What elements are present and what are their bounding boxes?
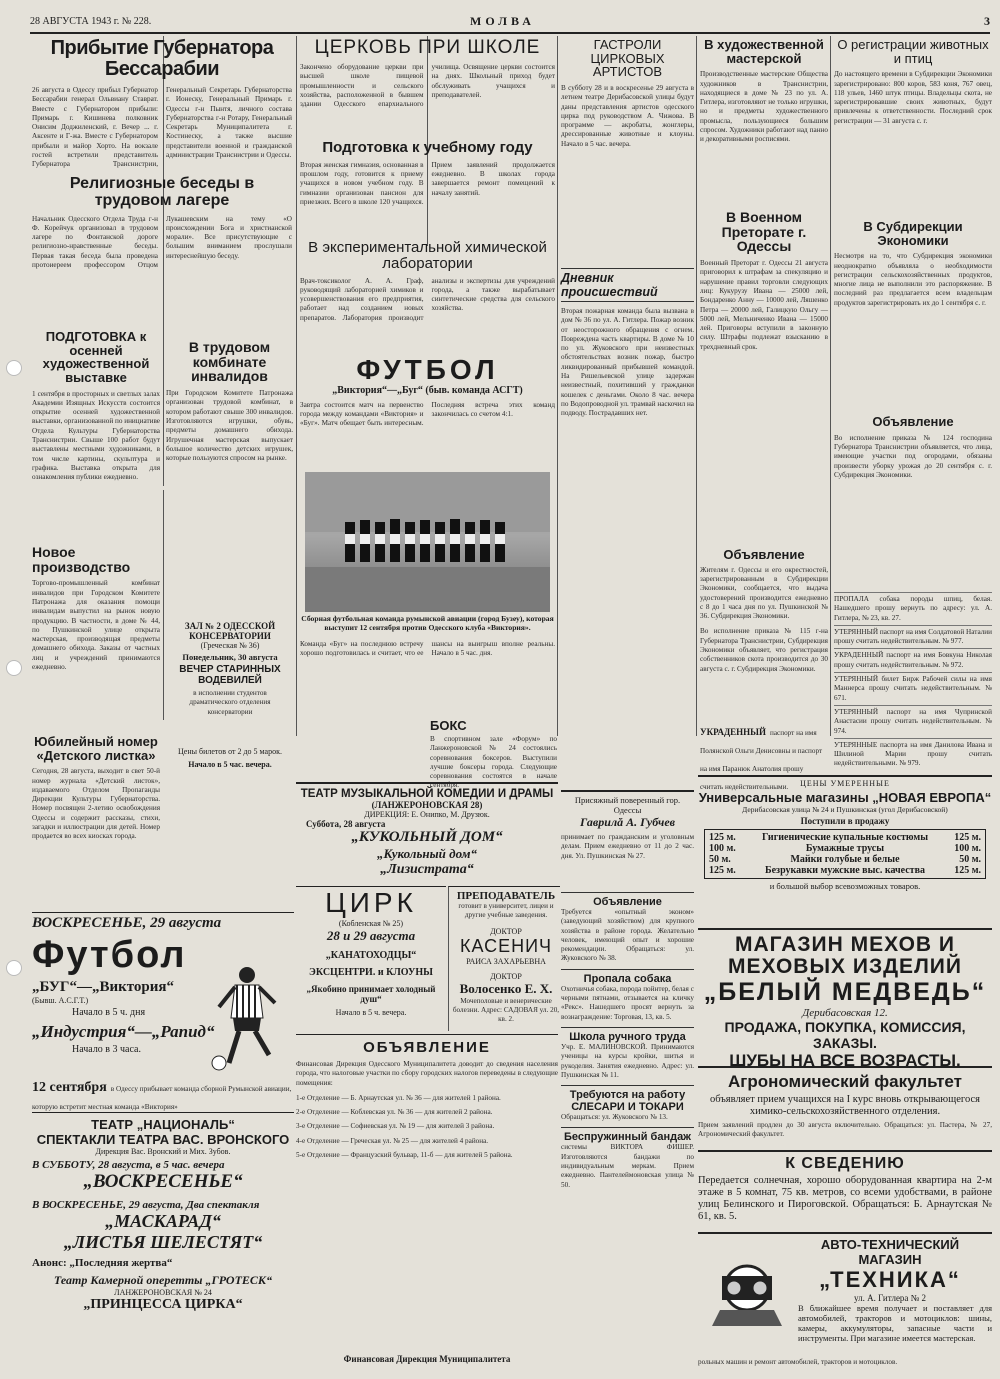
article-military xyxy=(700,210,828,520)
teacher-text: готовит в университет, лицеи и другие учебные заведения. xyxy=(458,902,554,920)
article-art-workshop xyxy=(700,38,828,208)
article-body: Во исполнение приказа № 124 господина Губернатора Транснистрии объявляется, что лица, имеющие участки под огородами, обязаны произвести уборку урожая до 20 сентября с. г. Субдирекция Экономики. xyxy=(834,433,992,479)
ad-address: (ЛАНЖЕРОНОВСКАЯ 28) xyxy=(371,800,483,810)
ad-address: Дерибасовская 12. xyxy=(802,1007,888,1019)
ad-direction: ДИРЕКЦИЯ: Е. Онипко, М. Друзюк. xyxy=(364,810,490,819)
article-title: Объявление xyxy=(723,547,805,562)
team-photo-image xyxy=(305,472,550,612)
article-subtitle: „Виктория“—„Буг“ (быв. команда АСГТ) xyxy=(332,385,523,397)
price-row xyxy=(709,854,981,865)
caption-text: Сборная футбольная команда румынской авиации (город Бузеу), которая выступит 12 сентября против Одесского клуба «Виктория». xyxy=(301,614,554,632)
info-apartment-ad xyxy=(698,1150,992,1232)
announcement-row: 2-е Отделение — Коблевская ул. № 36 — для жителей 2 района. xyxy=(296,1108,493,1117)
article-production xyxy=(32,545,160,723)
announcement-row: 4-е Отделение — Греческая ул. № 25 — для жителей 4 района. xyxy=(296,1136,489,1145)
article-body: Торгово-промышленный комбинат инвалидов при Городском Комитете Патронажа для оказания помощи инвалидам выпустил на рынок новую продукцию. В частности, в доме № 44, по Пушкинской улице открыта мастерская, производящая предметы домашнего обихода. Заказы от частных лиц и учреждений принимаются ежедневно. xyxy=(32,579,160,672)
ad-title: К СВЕДЕНИЮ xyxy=(785,1155,905,1172)
article-title: В Субдирекции Экономики xyxy=(863,219,963,248)
page-number: 3 xyxy=(984,14,990,28)
classified-ad-title: Пропала собака xyxy=(583,972,672,985)
ad-title: ОБЪЯВЛЕНИЕ xyxy=(363,1039,491,1056)
photo-caption xyxy=(300,614,555,638)
article-title: Новое производство xyxy=(32,544,131,575)
ad-title: ЗАЛ № 2 ОДЕССКОЙ КОНСЕРВАТОРИИ xyxy=(184,621,276,641)
article-title: ПОДГОТОВКА к осенней художественной выставке xyxy=(42,329,150,385)
article-body: Сегодня, 28 августа, выходит в свет 50-й номер журнала «Детский листок», издаваемого Отделом Пропаганды Дирекции Культуры Губернаторства. Номер посвящен 2-летию освобождения Одессы и содержит рассказы, стихи, загадки и иллюстрации для детей. Номер продается во всех киосках города. xyxy=(32,767,160,841)
classified-ad-text: Охотничья собака, порода пойнтер, белая с черными пятнами, отзывается на кличку «Рекс». Нашедшего просят вернуть за вознаграждение: Торговая, 13, кв. 5. xyxy=(561,984,694,1021)
article-body: Производственные мастерские Общества художников в Транснистрии, находящиеся в доме № 23 по ул. А. Гитлера, изготовляют не только игрушки, но и предметы художественного промысла, пользующиеся большим спросом. Художники работают над панно и декоративными росписями. xyxy=(700,70,828,144)
notice-title: УКРАДЕННЫЙ xyxy=(700,727,767,737)
article-body: Закончено оборудование церкви при высшей школе пищевой промышленности и сельского хозяйства, расположенной в бывшем здании Одесского епархиального училища. Освящение церкви состоится на днях. Школьный приход будет обслуживать учащихся и преподавателей. xyxy=(300,62,555,109)
lost-item: УКРАДЕННЫЙ паспорт на имя Бовкуна Николая прошу считать недействительным. № 972. xyxy=(834,648,992,672)
ad-title: АВТО-ТЕХНИЧЕСКИЙ МАГАЗИН xyxy=(820,1237,960,1267)
match-1-sub: (Бывш. А.С.Г.Т.) xyxy=(32,996,89,1005)
column-rule xyxy=(557,36,558,736)
doctor2-name: Волосенко Е. Х. xyxy=(459,980,553,996)
price-row-price2: 125 м. xyxy=(954,865,981,876)
price-row-price: 125 м. xyxy=(709,832,736,843)
article-announcement xyxy=(834,415,992,590)
article-governor-arrival xyxy=(32,37,292,169)
classified-ad xyxy=(561,892,694,969)
article-body: Врач-токсиколог А. А. Граф, руководящий лабораторией химиков и усовершенствования его предприятия, работает над созданием новых препаратов. Лаборатория производит анализы и экспертизы для учреждений города, а также вырабатывает синтетические средства для сельского хозяйства. xyxy=(300,276,555,322)
ad-title: Футбол xyxy=(32,934,187,976)
football-player-illustration xyxy=(207,963,287,1073)
teacher-doctor-ad xyxy=(448,886,560,1031)
ad-title: ТЕАТР „НАЦИОНАЛЬ“ xyxy=(91,1117,235,1132)
price-row-item: Безрукавки мужские выс. качества xyxy=(765,865,925,876)
article-body: В спортивном зале «Форум» по Ланжероновской № 24 состоялись соревнования боксеров. Выступили лучшие боксеры города. Следующие соревнования состоятся в начале сентября. xyxy=(430,735,557,790)
price-row-item: Гигиенические купальные костюмы xyxy=(761,832,929,843)
ad-address: (Кобленская № 25) xyxy=(338,919,404,928)
ad-text-2: ШУБЫ НА ВСЕ ВОЗРАСТЫ. xyxy=(729,1051,961,1070)
article-animal-registration xyxy=(834,38,992,208)
ad-note: и большой выбор всевозможных товаров. xyxy=(769,881,921,891)
article-body: При Городском Комитете Патронажа организован трудовой комбинат, в котором работают свыше 300 инвалидов. Изготовляются игрушки, обувь, предметы домашнего обихода. Игрушечная мастерская выпускает большое количество детских игрушек, которые пользуются спросом на рынке. xyxy=(166,389,293,463)
ad-start: Начало в 5 час. вечера. xyxy=(188,759,272,769)
article-title: ГАСТРОЛИ ЦИРКОВЫХ АРТИСТОВ xyxy=(590,37,665,80)
classified-ad xyxy=(561,969,694,1027)
play-3: „ЛИСТЬЯ ШЕЛЕСТЯТ“ xyxy=(63,1232,263,1252)
ad-event: ВЕЧЕР СТАРИННЫХ ВОДЕВИЛЕЙ xyxy=(179,664,281,686)
page-header xyxy=(30,12,990,34)
column-rule xyxy=(163,490,164,720)
article-body: Вторая женская гимназия, основанная в прошлом году, готовится к приему учащихся в новом учебном году. В гимназии организован пансион для приезжих. Всего в школе 120 учащихся. Прием заявлений продолжается ежедневно. В школах города завершается ремонт помещений к началу занятий. xyxy=(300,160,555,206)
classified-ad-title: Беспружинный бандаж xyxy=(564,1131,691,1144)
article-notice xyxy=(700,548,828,738)
act-2: ЭКСЦЕНТРИ. и КЛОУНЫ xyxy=(309,967,433,978)
article-title: ЦЕРКОВЬ ПРИ ШКОЛЕ xyxy=(314,37,541,58)
store-name: „ТЕХНИКА“ xyxy=(819,1267,961,1292)
note-date: 12 сентября xyxy=(32,1080,107,1095)
lost-item: УТЕРЯННЫЙ паспорт на имя Чупринской Анастасии прошу считать недействительным. № 974. xyxy=(834,705,992,738)
classified-ad-title: Требуются на работу СЛЕСАРИ И ТОКАРИ xyxy=(569,1089,686,1114)
theater-national-ad xyxy=(32,1112,294,1368)
article-title: Дневник происшествий xyxy=(561,268,694,302)
article-body: Несмотря на то, что Субдирекция экономики неоднократно объявляла о необходимости регистрации сельскохозяйственных продуктов, многие лица не выполнили это распоряжение. В последний раз предлагается всем владельцам продуктов зарегистрировать их до 1 сентября с. г. xyxy=(834,252,992,307)
classified-ad xyxy=(561,1085,694,1127)
ad-title: ЦИРК xyxy=(325,887,417,918)
announcement-row: 5-е Отделение — Французский бульвар, 11-б — для жителей 5 района. xyxy=(296,1151,513,1160)
ad-date: Понедельник, 30 августа xyxy=(182,652,278,662)
team-photo xyxy=(305,472,550,612)
article-title: Объявление xyxy=(872,414,954,429)
play-1: „КУКОЛЬНЫЙ ДОМ“ xyxy=(351,829,503,845)
price-row-price: 125 м. xyxy=(709,865,736,876)
article-title: В художественной мастерской xyxy=(704,37,824,66)
match-2: „Индустрия“—„Рапид“ xyxy=(32,1022,215,1041)
article-body: До настоящего времени в Субдирекции Экономики зарегистрировано: 800 коров, 583 коня, 767 овец, 118 ульев, 1460 штук птицы. Владельцы скота, не зарегистрировавшие своих животных, будут привлечены к ответственности. Последний срок регистрации — 31 августа с. г. xyxy=(834,70,992,125)
punch-hole xyxy=(6,960,22,976)
article-exhibition xyxy=(32,330,160,535)
ad-text: Передается солнечная, хорошо оборудованная квартира на 2-м этаже в 5 комнат, 75 кв. метров, со всеми удобствами, в районе улиц Белинского и Пироговской. Обращаться: Б. Арнаутская № 61, кв. 5. xyxy=(698,1175,992,1222)
play-2: „Кукольный дом“ xyxy=(377,846,477,861)
article-body: Завтра состоится матч на первенство города между командами «Виктория» и «Буг». Матч обещает быть интересным. Последняя встреча этих команд закончилась со счетом 4:1. xyxy=(300,400,555,428)
lost-item: УТЕРЯННЫЙ билет Бирж Рабочей силы на имя Маннерса прошу считать недействительным. № 671. xyxy=(834,672,992,705)
ad-subtitle: Поступили в продажу xyxy=(800,816,890,826)
classified-ad xyxy=(561,1127,694,1194)
classified-ad-text: Учр. Е. МАЛИНОВСКОЙ. Принимаются ученицы на курсы кройки, шитья и рукоделия. Занятия ежедневно. Адрес: ул. Пушкинская № 11. xyxy=(561,1042,694,1079)
doctor-label: ДОКТОР xyxy=(490,926,522,936)
article-football xyxy=(300,355,555,470)
article-title: ФУТБОЛ xyxy=(356,354,499,385)
auto-technical-store-ad xyxy=(698,1232,992,1369)
column-rule xyxy=(296,36,297,736)
article-body: Команда «Буг» на последнюю встречу хорошо подготовилась и считает, что ее шансы на выигрыш вполне реальны. Начало в 5 час. дня. xyxy=(300,640,555,658)
article-lab xyxy=(300,240,555,345)
ad-text: ПРОДАЖА, ПОКУПКА, КОМИССИЯ, ЗАКАЗЫ. xyxy=(724,1019,966,1051)
article-body: 1 сентября в просторных и светлых залах Академии Изящных Искусств состоится открытие осенней художественной выставки, организованной по инициативе Отдела Культуры Губернаторства Транснистрии. Свыше 100 работ будут выставлены местными художниками, в том числе картины, скульптура и графика. Выставка открыта для ознакомления публики ежедневно. xyxy=(32,389,160,482)
operetta-title: Театр Камерной оперетты „ГРОТЕСК“ xyxy=(53,1273,273,1287)
doctor-name: КАСЕНИЧ xyxy=(459,935,553,956)
article-body: В субботу 28 и в воскресенье 29 августа в летнем театре Дерибасовской улицы будут даны представления артистов одесского цирка под руководством А. Чижова. В программе — акробаты, жонглеры, дрессированные животные и клоуны. Начало в 5 час. вечера. xyxy=(561,83,694,148)
ad-footer: рольных машин и ремонт автомобилей, тракторов и мотоциклов. xyxy=(698,1357,898,1366)
ad-title: Присяжный поверенный гор. Одессы xyxy=(574,795,681,815)
article-school xyxy=(300,140,555,240)
price-list xyxy=(704,829,986,879)
classified-ad-text: системы ВИКТОРА ФИШЕР. Изготовляются бандажи по индивидуальным меркам. Прием ежедневно. Пантелеймоновская улица № 50. xyxy=(561,1143,694,1189)
price-row-item: Бумажные трусы xyxy=(805,843,885,854)
match-2-time: Начало в 3 часа. xyxy=(72,1044,141,1055)
play-2: „МАСКАРАД“ xyxy=(105,1211,221,1231)
article-body-2: Во исполнение приказа № 115 г-на Губернатора Транснистрии, Субдирекция Экономики объявляет, что регистрация собственников скота производится до 30 августа с. г. Субдирекция Экономики. xyxy=(700,627,828,673)
ad-address: ул. А. Гитлера № 2 xyxy=(853,1293,927,1303)
article-body: Начальник Одесского Отдела Труда г-н Ф. Корейчук организовал в трудовом лагере по Фонтанской дороге религиозно-нравственные беседы. Первая такая беседа была проведена протоиереем профессором Отцом Лукашевским на тему «О происхождении Бога и христианской морали». Все присутствующие с большим вниманием прослушали интереснейшую беседу. xyxy=(32,214,292,270)
article-religion xyxy=(32,176,292,328)
doctor-fullname: РАИСА ЗАХАРЬЕВНА xyxy=(466,956,546,966)
price-row-price2: 100 м. xyxy=(954,843,981,854)
article-incident-diary xyxy=(561,268,694,718)
ad-subtitle: СПЕКТАКЛИ ТЕАТРА ВАС. ВРОНСКОГО xyxy=(36,1132,290,1147)
ad-address: (Греческая № 36) xyxy=(200,641,260,650)
punch-hole xyxy=(6,360,22,376)
ad-address: Дерибасовская улица № 24 и Пушкинская (угол Дерибасовской) xyxy=(742,805,948,814)
ad-announce: Анонс: „Последняя жертва“ xyxy=(32,1257,173,1269)
ad-start: Начало в 5 ч. вечера. xyxy=(335,1008,407,1017)
article-jubilee xyxy=(32,735,160,910)
article-title: Подготовка к учебному году xyxy=(322,139,533,156)
classified-ad-text: Обращаться: ул. Жуковского № 13. xyxy=(561,1113,668,1122)
ad-sunday: В ВОСКРЕСЕНЬЕ, 29 августа, Два спектакля xyxy=(32,1199,260,1211)
column-rule xyxy=(696,36,697,736)
lost-item: ПРОПАЛА собака породы шпиц, белая. Нашедшего прошу вернуть по адресу: ул. А. Гитлера, № 23, кв. 27. xyxy=(834,592,992,625)
article-church xyxy=(300,38,555,138)
article-title: О регистрации животных и птиц xyxy=(837,37,989,66)
note-text: в Одессу прибывает команда сборной Румынской авиации, которую встретит местная команда «Виктория» xyxy=(32,1085,292,1111)
price-row xyxy=(709,843,981,854)
article-title: В Военном Преторате г. Одессы xyxy=(721,209,807,255)
ad-text: объявляет прием учащихся на I курс вновь открывающегося химико-сельскохозяйственного отделения. xyxy=(710,1094,980,1117)
act-3: „Якобино принимает холодный душ“ xyxy=(306,984,436,1004)
article-circus-tour xyxy=(561,38,694,253)
act-1: „КАНАТОХОДЦЫ“ xyxy=(325,950,417,961)
announcement-row: 1-е Отделение — Б. Арнаутская ул. № 36 — для жителей 1 района. xyxy=(296,1093,501,1102)
ad-dates: 28 и 29 августа xyxy=(326,928,416,943)
announcement-rows xyxy=(296,1094,558,1160)
play-1: „ВОСКРЕСЕНЬЕ“ xyxy=(83,1171,243,1192)
punch-hole xyxy=(6,660,22,676)
lost-items-list xyxy=(834,592,992,774)
ad-date: Суббота, 28 августа xyxy=(306,819,386,829)
lost-item: УТЕРЯННЫЙ паспорт на имя Солдатовой Наталии прошу считать недействительным. № 977. xyxy=(834,625,992,649)
ad-title: ТЕАТР МУЗЫКАЛЬНОЙ КОМЕДИИ И ДРАМЫ xyxy=(300,788,554,800)
classified-ads xyxy=(561,892,694,1367)
match-1: „БУГ“—„Виктория“ xyxy=(32,979,175,995)
price-row-price2: 125 м. xyxy=(954,832,981,843)
issue-date: 28 АВГУСТА 1943 г. № 228. xyxy=(30,16,152,27)
lawyer-ad xyxy=(561,790,694,890)
ad-detail: Прием заявлений продлен до 30 августа включительно. Обращаться: ул. Пастера, № 27, Агрономический факультет. xyxy=(698,1121,992,1139)
price-row xyxy=(709,865,981,876)
ad-title: МАГАЗИН МЕХОВ И МЕХОВЫХ ИЗДЕЛИЙ xyxy=(727,933,962,978)
finance-announcement xyxy=(296,1034,558,1368)
ad-direction: Дирекция Вас. Вронский и Мих. Зубов. xyxy=(95,1147,231,1156)
article-boxing xyxy=(430,718,557,790)
announcement-row: 3-е Отделение — Софиевская ул. № 19 — для жителей 3 района. xyxy=(296,1122,495,1131)
agronomy-faculty-ad xyxy=(698,1066,992,1150)
ad-note xyxy=(32,1078,292,1114)
store-new-europe-ad xyxy=(698,775,992,927)
lost-item: УТЕРЯННЫЕ паспорта на имя Данилова Ивана и Шилиной Марии прошу считать недействительными. № 979. xyxy=(834,738,992,771)
doctor2-label: ДОКТОР xyxy=(490,971,522,981)
classified-ad-title: Объявление xyxy=(593,896,662,908)
doctor2-text: Мочеполовые и венерические болезни. Адрес: САДОВАЯ ул. 20, кв. 2. xyxy=(452,996,560,1024)
conservatory-ad xyxy=(166,617,294,782)
play-3: „Лизистрата“ xyxy=(380,862,474,877)
auto-ad-illustration xyxy=(702,1248,792,1338)
musical-comedy-ad xyxy=(296,782,558,884)
operetta-address: ЛАНЖЕРОНОВСКАЯ № 24 xyxy=(114,1288,212,1297)
ad-name: Гаврилă А. Губчев xyxy=(579,815,676,829)
paper-name: МОЛВА xyxy=(470,14,535,28)
photo-article xyxy=(300,640,555,720)
ad-date: ВОСКРЕСЕНЬЕ, 29 августа xyxy=(32,915,222,931)
ad-title: Агрономический факультет xyxy=(728,1072,962,1091)
ad-title: Универсальные магазины „НОВАЯ ЕВРОПА“ xyxy=(698,790,992,805)
article-title: В экспериментальной химической лаборатории xyxy=(308,239,547,272)
price-row-item: Майки голубые и белые xyxy=(790,854,900,865)
article-title: Юбилейный номер «Детского листка» xyxy=(34,734,158,763)
ad-text: Финансовая Дирекция Одесского Муниципалитета доводит до сведения населения города, что налоговые участки по сбору городских налогов переведены в следующие помещения: xyxy=(296,1060,558,1087)
price-row-price2: 50 м. xyxy=(959,854,981,865)
store-name: „БЕЛЫЙ МЕДВЕДЬ“ xyxy=(703,978,987,1006)
article-workshop xyxy=(166,340,293,510)
article-body: Вторая пожарная команда была вызвана в дом № 36 по ул. А. Гитлера. Пожар возник от неосторожного обращения с огнем. Повреждена часть квартиры. В доме № 10 по ул. Жуковского при неизвестных обстоятельствах возник пожар, быстро ликвидированный прибывшей командой. На Ришельевской улице задержан неизвестный, похитивший у гражданки кошелек с деньгами. Около 8 час. вечера по Водопроводной ул. трамвай наскочил на подводу. Пострадавших нет. xyxy=(561,307,694,418)
article-title: БОКС xyxy=(430,718,467,733)
article-body: 26 августа в Одессу прибыл Губернатор Бессарабии генерал Ольвиану Ставрат. Вместе с Губернатором прибыли: Примарь г. Кишинева полковник Онисим Доджиленский, г. Вечер ... г. Аксенте и Г-жа. Вместе с Губернатором прибыли и майор Хорто. На вокзале гостей встретили представитель Губернатора Транснистрии, Генеральный Секретарь Губернаторства г. Ионеску, Генеральный Примарь г. Одессы г-н Пынтя, личного состава Губернаторства г-н Ротару, Генеральный Секретарь Муниципалитета г. Костинеску, а также высшие представители военной и гражданской администрации Транснистрии и Одессы. xyxy=(32,86,292,169)
article-economy xyxy=(834,220,992,410)
article-body: Военный Преторат г. Одессы 21 августа приговорил к штрафам за спекуляцию и нарушение правил торговли следующих лиц: Кукурузу Ивана — 25000 лей, Бондаренко Анну — 10000 лей, Ляшенко Петра — 20000 лей, Галицкую Ольгу — 5000 лей, Мельниченко Ивана — 15000 лей. Приговоры вступили в законную силу. Штрафы подлежат взысканию в трехдневный срок. xyxy=(700,259,828,351)
match-1-time: Начало в 5 ч. дня xyxy=(72,1007,146,1018)
article-title: В трудовом комбинате инвалидов xyxy=(188,339,271,385)
stolen-passport-notice xyxy=(700,722,828,791)
classified-ad xyxy=(561,1027,694,1085)
price-row xyxy=(709,832,981,843)
operetta-play: „ПРИНЦЕССА ЦИРКА“ xyxy=(83,1297,243,1312)
price-row-price: 100 м. xyxy=(709,843,736,854)
ad-saturday: В СУББОТУ, 28 августа, в 5 час. вечера xyxy=(32,1159,225,1171)
price-row-price: 50 м. xyxy=(709,854,731,865)
football-ad xyxy=(32,912,294,1111)
article-body: Жителям г. Одессы и его окрестностей, зарегистрированным в Субдирекции Экономики, сообщается, что выдача удостоверений производится ежедневно с 8 до 1 часа дня по ул. Пушкинской № 36. Субдирекция Экономики. xyxy=(700,565,828,621)
article-title: Прибытие Губернатора Бессарабии xyxy=(50,37,274,80)
column-rule xyxy=(830,36,831,736)
circus-ad xyxy=(296,886,446,1032)
ad-text: принимает по гражданским и уголовным делам. Прием ежедневно от 11 до 2 час. дня. Ул. Пушкинская № 27. xyxy=(561,833,694,860)
classified-ad-title: Школа ручного труда xyxy=(569,1030,686,1043)
notice-text: паспорт на имя Полянской Ольги Денисовны и паспорт на имя Паранюк Анатолия прошу считать недействительными. xyxy=(700,729,823,791)
article-title: Религиозные беседы в трудовом лагере xyxy=(69,175,255,209)
ad-signature: Финансовая Дирекция Муниципалитета xyxy=(343,1354,511,1364)
fur-store-ad xyxy=(698,928,992,1070)
ad-price: Цены билетов от 2 до 5 марок. xyxy=(178,746,282,756)
ad-text: в исполнении студентов драматического отделения консерватории xyxy=(189,689,271,716)
teacher-title: ПРЕПОДАВАТЕЛЬ xyxy=(456,890,556,902)
ad-prices: ЦЕНЫ УМЕРЕННЫЕ xyxy=(800,779,890,788)
ad-text: В ближайшее время получает и поставляет для автомобилей, тракторов и мотоциклов: шины, камеры, аккумуляторы, запасные части и инструменты. При магазине имеется мастерская. xyxy=(798,1303,992,1343)
classified-ad-text: Требуется «опытный эконом» (заведующий хозяйством) для крупного хозяйства в районе города. Желательно человек, имеющий опыт и хорошие рекомендации. Обращаться: ул. Жуковского № 38. xyxy=(561,908,694,963)
